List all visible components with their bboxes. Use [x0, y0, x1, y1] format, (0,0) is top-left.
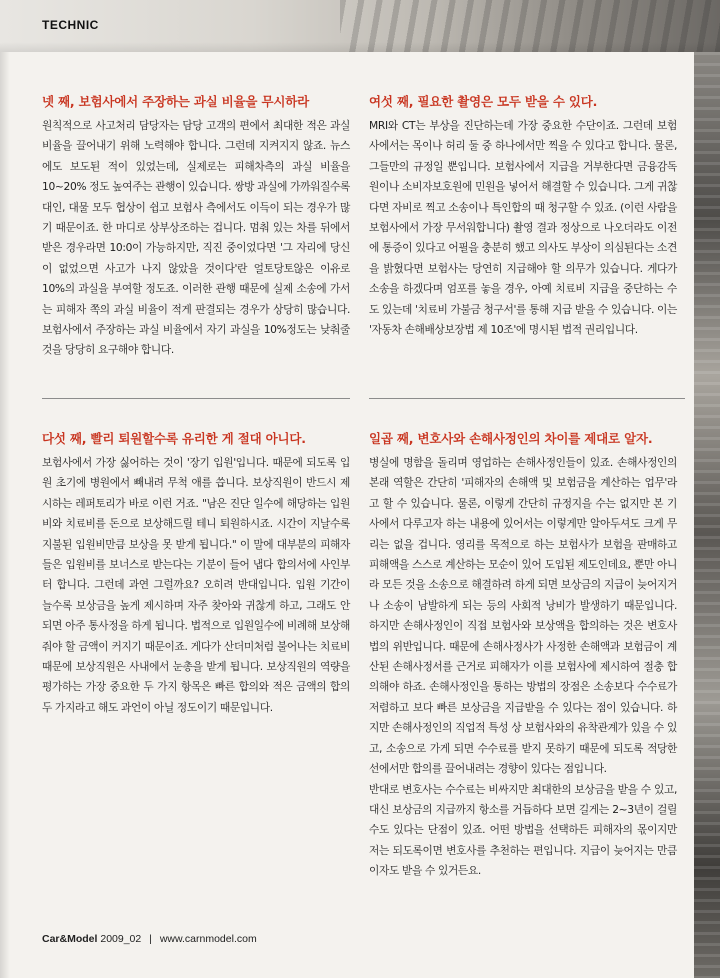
column-divider-right [369, 398, 685, 399]
section-7-paragraph-1: 병실에 명함을 돌리며 영업하는 손해사정인들이 있죠. 손해사정인의 본래 역할은 간단히 '피해자의 손해액 및 보험금을 계산하는 업무'라고 할 수 있습니다. 물론, 이렇게 간단히 규정지을 수는 없지만 본 기사에서 다루고자 하는 내용에 있어서는 이렇게만 알아두셔도 크게 무리는 없을 겁니다. 영리를 목적으로 하는 보험사가 보험을 판매하고 피해액을 스스로 계산하는 모순이 있어 도입된 제도인데요, 뿐만 아니라 모든 것을 소송으로 해결하려 하게 되면 보상금의 지급이 늦어지거나 소송이 남발하게 되는 등의 사회적 낭비가 발생하기 때문입니다. 하지만 손해사정인이 직접 보험사와 보상액을 합의하는 것은 변호사법의 위반입니다. 때문에 손해사정사가 사정한 손해액과 보험금이 계산된 손해사정서를 근거로 피해자가 이를 보험사에 제시하여 절충 합의해야 하죠. 손해사정인을 통하는 방법의 장점은 소송보다 수수료가 저렴하고 보다 빠른 보상금을 지급받을 수 있다는 점이 있습니다. 하지만 손해사정인의 직업적 특성 상 보험사와의 유착관계가 있을 수 있고, 소송으로 가게 되면 수수료를 받지 못하기 때문에 되도록 적당한 선에서만 합의를 끌어내려는 경향이 있다는 점입니다. [369, 456, 677, 776]
column-divider-left [42, 398, 350, 399]
edge-photo-strip [694, 52, 720, 978]
page-gutter-shade [0, 52, 10, 978]
section-5-body [42, 453, 350, 718]
footer-issue: 2009_02 [100, 933, 142, 945]
section-6-body [369, 116, 677, 340]
section-7-body [369, 453, 677, 882]
footer-separator: | [149, 933, 152, 945]
section-tag: TECHNIC [42, 18, 99, 32]
footer-url: www.carnmodel.com [159, 933, 257, 945]
section-4-body [42, 116, 350, 361]
section-7-heading: 일곱 째, 변호사와 손해사정인의 차이를 제대로 알자. [369, 431, 653, 446]
section-5-heading: 다섯 째, 빨리 퇴원할수록 유리한 게 절대 아니다. [42, 431, 306, 446]
section-4-paragraph: 원칙적으로 사고처리 담당자는 담당 고객의 편에서 최대한 적은 과실 비율을 끌어내기 위해 노력해야 합니다. 그런데 지켜지지 않죠. 뉴스에도 보도된 적이 있었는데, 실제로는 피해차측의 과실 비율을 10~20% 정도 높여주는 관행이 있습니다. 쌍방 과실에 가까워질수록 대인, 대물 모두 협상이 쉽고 보험사 측에서도 이득이 되는 경우가 많기 때문이죠. 한 마디로 상부상조하는 겁니다. 멈춰 있는 차를 뒤에서 받은 경우라면 10:0이 가능하지만, 직진 중이었다면 '그 자리에 당신이 없었으면 사고가 나지 않았을 것이다'란 얼토당토않은 이유로 10%의 과실을 부여할 정도죠. 이러한 관행 때문에 실제 소송에 가서는 피해자 쪽의 과실 비율이 적게 판결되는 경우가 상당히 많습니다. 보험사에서 주장하는 과실 비율에서 자기 과실을 10%정도는 낮춰줄 것을 당당히 요구해야 합니다. [42, 119, 350, 357]
section-7 [369, 430, 677, 882]
footer-brand: Car&Model [42, 933, 98, 945]
section-4 [42, 93, 350, 361]
section-6-heading: 여섯 째, 필요한 촬영은 모두 받을 수 있다. [369, 94, 598, 109]
header-texture [340, 0, 720, 52]
section-6 [369, 93, 677, 340]
header-band [0, 0, 720, 52]
section-5-paragraph: 보험사에서 가장 싫어하는 것이 '장기 입원'입니다. 때문에 되도록 입원 초기에 병원에서 빼내려 무척 애를 씁니다. 보상직원이 반드시 제시하는 레퍼토리가 바로 이런 거죠. "남은 진단 일수에 해당하는 입원비와 치료비를 돈으로 보상해드릴 테니 퇴원하시죠. 시간이 지날수록 지불된 입원비만큼 보상을 못 받게 됩니다." 이 말에 대부분의 피해자들은 입원비를 보너스로 받는다는 기분이 들어 냅다 합의서에 사인부터 합니다. 그런데 과연 그럴까요? 오히려 반대입니다. 입원 기간이 늘수록 보상금을 높게 제시하며 자주 찾아와 귀찮게 하고, 그래도 안 되면 아주 통사정을 하게 됩니다. 법적으로 입원일수에 비례해 보상해줘야 할 금액이 커지기 때문이죠. 게다가 산더미처럼 불어나는 치료비 때문에 보상직원은 사내에서 눈총을 받게 됩니다. 보상직원의 역량을 평가하는 가장 중요한 두 가지 항목은 빠른 합의와 적은 금액의 합의 두 가지라고 해도 과언이 아닐 정도이기 때문입니다. [42, 456, 350, 714]
page-footer [42, 933, 257, 945]
section-7-paragraph-2: 반대로 변호사는 수수료는 비싸지만 최대한의 보상금을 받을 수 있고, 대신 보상금의 지급까지 항소를 거듭하다 보면 길게는 2~3년이 걸릴 수도 있다는 단점이 있죠. 어떤 방법을 선택하든 피해자의 몫이지만 저는 되도록이면 변호사를 추천하는 편입니다. 지급이 늦어지는 만큼 이자도 받을 수 있거든요. [369, 782, 677, 878]
section-4-heading: 넷 째, 보험사에서 주장하는 과실 비율을 무시하라 [42, 94, 309, 109]
section-5 [42, 430, 350, 718]
section-6-paragraph: MRI와 CT는 부상을 진단하는데 가장 중요한 수단이죠. 그런데 보험사에서는 목이나 허리 둘 중 하나에서만 찍을 수 있다고 합니다. 물론, 그들만의 규정일 뿐입니다. 보험사에서 지급을 거부한다면 금융감독원이나 소비자보호원에 민원을 넣어서 해결할 수 있습니다. 그게 귀찮다면 자비로 찍고 소송이나 특인합의 때 청구할 수 있죠. (이런 사람을 보험사에서 가장 무서워합니다) 촬영 결과 정상으로 나오더라도 이전에 통증이 있다고 어필을 충분히 했고 의사도 부상이 의심된다는 소견을 밝혔다면 보험사는 당연히 지급해야 할 의무가 있습니다. 게다가 소송을 하겠다며 엄포를 놓을 경우, 아예 치료비 지급을 중단하는 수도 있는데 '치료비 가불금 청구서'를 통해 지급 받을 수 있습니다. 이는 '자동차 손해배상보장법 제 10조'에 명시된 법적 권리입니다. [369, 119, 678, 337]
